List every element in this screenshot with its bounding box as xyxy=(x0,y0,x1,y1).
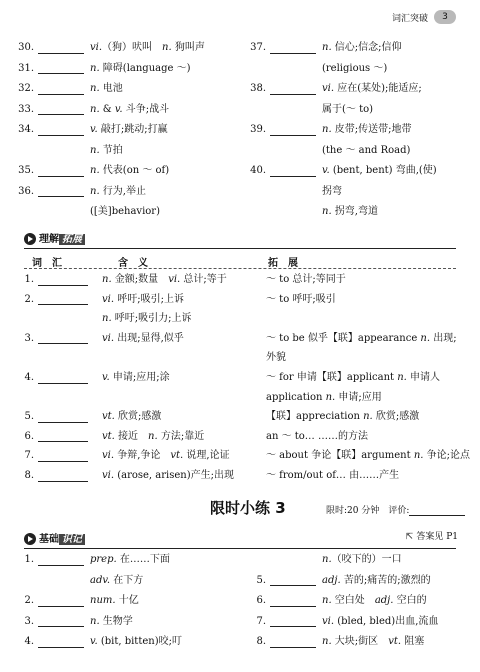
item-definition: n. 节拍 xyxy=(90,144,123,156)
answer-blank[interactable] xyxy=(38,332,88,344)
answer-blank[interactable] xyxy=(38,42,84,54)
item-definition: adv. 在下方 xyxy=(90,574,144,586)
table-extension: an ～ to… ……的方法 xyxy=(266,430,368,442)
item-definition: n. 空白处 adj. 空白的 xyxy=(322,595,427,606)
corner-arrow-icon: ⇱ xyxy=(405,532,414,542)
vocab-item xyxy=(8,573,143,589)
answer-blank[interactable] xyxy=(38,165,84,177)
table-meaning: vi. 出现;显得,似乎 xyxy=(102,332,184,344)
vocab-item xyxy=(8,593,139,609)
vocab-item xyxy=(8,184,146,200)
table-row xyxy=(8,350,94,366)
answer-blank xyxy=(270,186,316,197)
answer-blank xyxy=(38,206,84,217)
table-meaning: vt. 欣赏;感激 xyxy=(102,411,162,423)
answer-blank[interactable] xyxy=(38,83,84,95)
item-definition: n. 行为,举止 xyxy=(90,185,146,197)
item-number: 2. xyxy=(24,293,34,305)
vocab-item xyxy=(240,614,438,630)
answer-blank[interactable] xyxy=(38,554,84,566)
item-definition: n.（咬下的）一口 xyxy=(322,554,402,565)
item-number: 35. xyxy=(18,165,34,176)
item-definition: vi. 应在(某处);能适应; xyxy=(322,83,422,94)
play-arrow-icon xyxy=(24,533,36,545)
table-extension: 外貌 xyxy=(266,352,286,364)
answer-blank[interactable] xyxy=(270,42,316,54)
answer-blank xyxy=(270,206,316,217)
table-extension: ～ to 总计;等同于 xyxy=(266,274,346,285)
table-extension: 【联】appreciation n. 欣赏;感激 xyxy=(266,411,420,423)
item-definition: adj. 苦的;痛苦的;激烈的 xyxy=(322,574,431,586)
table-meaning: vi. 呼吁;吸引;上诉 xyxy=(102,293,184,305)
vocab-item xyxy=(240,552,402,568)
answer-blank xyxy=(38,313,88,324)
table-extension: ～ from/out of… 由……产生 xyxy=(266,470,400,481)
item-number: 34. xyxy=(18,124,34,135)
vocab-item xyxy=(240,102,373,118)
play-arrow-icon xyxy=(24,233,36,245)
item-definition: vi. (bled, bled)出血,流血 xyxy=(322,615,439,627)
item-number: 5. xyxy=(24,411,34,423)
practice-meta xyxy=(326,503,465,516)
table-extension: ～ to be 似乎【联】appearance n. 出现; xyxy=(266,332,457,344)
table-row xyxy=(8,448,94,464)
answer-blank xyxy=(270,63,316,74)
table-meaning: vi. (arose, arisen)产生;出现 xyxy=(102,470,234,481)
item-number: 1. xyxy=(24,274,34,285)
item-definition: n. 皮带;传送带;地带 xyxy=(322,124,412,135)
item-number: 36. xyxy=(18,185,34,197)
item-number: 31. xyxy=(18,62,34,74)
section-prefix: 基础 xyxy=(39,534,59,545)
vocab-item xyxy=(8,40,205,56)
vocab-item xyxy=(8,81,123,97)
answer-reference-text: 答案见 P1 xyxy=(416,532,458,542)
item-number: 30. xyxy=(18,42,34,53)
vocab-item xyxy=(8,143,123,159)
vocab-item xyxy=(240,573,431,589)
item-definition: 拐弯 xyxy=(322,185,342,197)
item-number: 7. xyxy=(256,615,266,627)
evaluation-blank[interactable] xyxy=(409,506,465,516)
item-number: 2. xyxy=(24,595,34,606)
answer-blank xyxy=(38,145,84,156)
item-number: 4. xyxy=(24,636,34,647)
vocab-item xyxy=(8,552,170,568)
vocab-item xyxy=(8,204,160,220)
table-extension: application n. 申请;应用 xyxy=(266,391,382,403)
table-row xyxy=(8,409,94,425)
item-number: 32. xyxy=(18,83,34,94)
item-definition: prep. 在……下面 xyxy=(90,554,170,565)
table-header-rule xyxy=(24,268,456,269)
answer-blank[interactable] xyxy=(38,450,88,462)
item-number: 7. xyxy=(24,450,34,462)
answer-blank[interactable] xyxy=(270,595,316,607)
table-row xyxy=(8,390,94,406)
item-number: 6. xyxy=(256,595,266,606)
table-meaning: vi. 争辩,争论 vt. 说理,论证 xyxy=(102,450,230,462)
table-header-word: 词 汇 xyxy=(32,258,62,269)
item-number: 8. xyxy=(256,636,266,647)
section-prefix: 理解 xyxy=(39,234,59,245)
item-definition: n. 代表(on ～ of) xyxy=(90,165,170,176)
item-number: 38. xyxy=(250,83,266,94)
section-highlight: 识记 xyxy=(59,534,85,545)
time-label: 限时:20 分钟 评价: xyxy=(326,506,410,516)
item-definition: n. 障碍(language ～) xyxy=(90,62,191,74)
item-definition: vi.（狗）吠叫 n. 狗叫声 xyxy=(90,42,205,53)
item-definition: 属于(～ to) xyxy=(322,103,374,115)
vocab-item xyxy=(8,102,169,118)
answer-blank xyxy=(38,352,88,363)
vocab-item xyxy=(8,122,168,138)
vocab-item xyxy=(240,163,437,179)
item-number: 40. xyxy=(250,165,266,176)
vocab-item xyxy=(240,61,387,77)
item-definition: n. & v. 斗争;战斗 xyxy=(90,103,170,115)
table-extension: ～ about 争论【联】argument n. 争论;论点 xyxy=(266,450,471,462)
vocab-item xyxy=(240,40,402,56)
item-definition: n. 信心;信念;信仰 xyxy=(322,42,402,53)
section-divider xyxy=(24,248,456,249)
vocab-item xyxy=(240,634,424,650)
section-basic-label xyxy=(24,532,85,548)
item-number: 6. xyxy=(24,430,34,442)
table-row xyxy=(8,292,94,308)
answer-blank xyxy=(270,554,316,565)
answer-blank[interactable] xyxy=(38,372,88,384)
item-definition: v. (bent, bent) 弯曲,(使) xyxy=(322,165,437,176)
item-number: 33. xyxy=(18,103,34,115)
answer-blank xyxy=(270,145,316,156)
table-header-meaning: 含 义 xyxy=(118,258,148,269)
section-divider xyxy=(24,548,456,549)
item-definition: n. 大块;街区 vt. 阻塞 xyxy=(322,636,425,647)
item-number: 1. xyxy=(24,554,34,565)
item-definition: v. 敲打;跳动;打赢 xyxy=(90,124,168,135)
answer-reference xyxy=(406,529,458,542)
table-row xyxy=(8,429,94,445)
vocab-item xyxy=(8,61,191,77)
table-extension: ～ for 申请【联】applicant n. 申请人 xyxy=(266,372,441,383)
item-number: 8. xyxy=(24,470,34,481)
answer-blank[interactable] xyxy=(270,574,316,586)
answer-blank[interactable] xyxy=(38,470,88,482)
answer-blank[interactable] xyxy=(270,636,316,648)
vocab-item xyxy=(8,163,169,179)
item-definition: (religious ～) xyxy=(322,62,388,74)
answer-blank[interactable] xyxy=(38,274,88,286)
item-definition: (the ～ and Road) xyxy=(322,144,411,156)
answer-blank[interactable] xyxy=(38,62,84,74)
table-row xyxy=(8,311,94,327)
vocab-item xyxy=(240,204,378,220)
vocab-item xyxy=(240,143,410,159)
answer-blank xyxy=(38,392,88,403)
answer-blank[interactable] xyxy=(270,615,316,627)
item-definition: v. (bit, bitten)咬;叮 xyxy=(90,636,182,647)
table-row xyxy=(8,468,94,484)
answer-blank[interactable] xyxy=(38,293,88,305)
table-row xyxy=(8,272,94,288)
vocab-item xyxy=(240,81,422,97)
table-row xyxy=(8,370,94,386)
answer-blank[interactable] xyxy=(38,411,88,423)
item-number: 39. xyxy=(250,124,266,135)
vocab-item xyxy=(240,593,427,609)
table-extension: ～ to 呼吁;吸引 xyxy=(266,293,336,305)
item-definition: num. 十亿 xyxy=(90,595,139,606)
section-understand-label xyxy=(24,232,85,248)
table-meaning: vt. 接近 n. 方法;靠近 xyxy=(102,430,205,442)
vocab-item xyxy=(8,634,182,650)
vocab-item xyxy=(240,184,342,200)
section-highlight: 拓展 xyxy=(59,234,85,245)
page-number: 3 xyxy=(434,10,456,24)
item-definition: ([美]behavior) xyxy=(90,206,160,217)
item-number: 3. xyxy=(24,615,34,627)
item-number: 37. xyxy=(250,42,266,53)
table-row xyxy=(8,331,94,347)
table-meaning: v. 申请;应用;涂 xyxy=(102,372,170,383)
answer-blank[interactable] xyxy=(38,185,84,197)
table-meaning: n. 金额;数量 vi. 总计;等于 xyxy=(102,274,227,285)
table-meaning: n. 呼吁;吸引力;上诉 xyxy=(102,313,192,325)
answer-blank[interactable] xyxy=(38,430,88,442)
answer-blank[interactable] xyxy=(270,83,316,95)
header-title: 词汇突破 xyxy=(391,14,428,24)
item-number: 3. xyxy=(24,332,34,344)
answer-blank[interactable] xyxy=(38,124,84,136)
answer-blank[interactable] xyxy=(270,124,316,136)
answer-blank[interactable] xyxy=(38,636,84,648)
answer-blank[interactable] xyxy=(38,615,84,627)
vocab-item xyxy=(240,122,412,138)
practice-title: 限时小练 3 xyxy=(210,499,286,517)
item-definition: n. 电池 xyxy=(90,83,123,94)
answer-blank[interactable] xyxy=(270,165,316,177)
vocab-item xyxy=(8,614,133,630)
item-number: 5. xyxy=(256,574,266,586)
answer-blank xyxy=(38,575,84,586)
table-header-extension: 拓 展 xyxy=(268,258,298,269)
answer-blank[interactable] xyxy=(38,595,84,607)
answer-blank xyxy=(270,104,316,115)
item-number: 4. xyxy=(24,372,34,383)
answer-blank[interactable] xyxy=(38,103,84,115)
item-definition: n. 拐弯,弯道 xyxy=(322,206,378,217)
item-definition: n. 生物学 xyxy=(90,615,133,627)
